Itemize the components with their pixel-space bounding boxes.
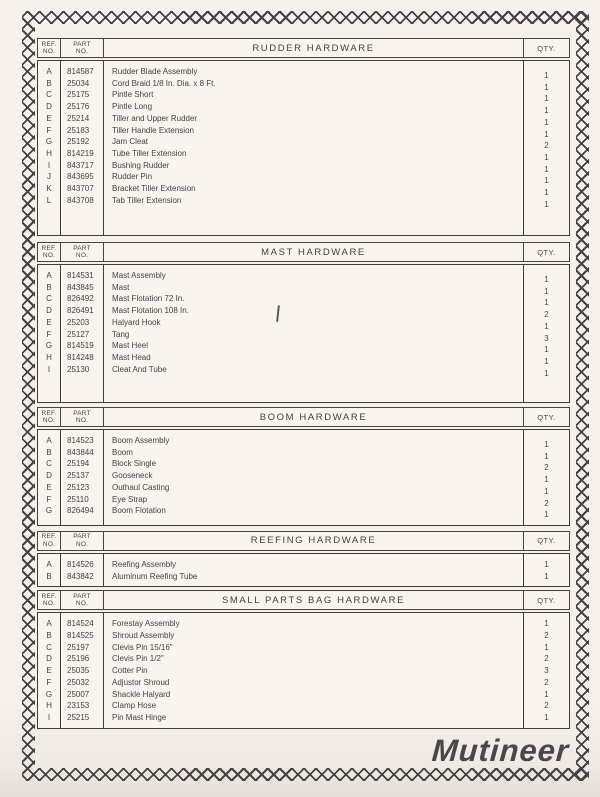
part-cell: 814219: [67, 148, 94, 158]
table-title: REEFING HARDWARE: [250, 535, 377, 547]
desc-cell: Block Single: [112, 459, 157, 469]
qty-cell: 1: [544, 176, 549, 186]
table-header: [37, 407, 570, 427]
page-border-bottom: [22, 768, 589, 781]
ref-cell: B: [46, 631, 52, 641]
desc-cell: Cleat And Tube: [112, 364, 167, 374]
table-header: [37, 242, 570, 262]
part-cell: 25176: [67, 102, 90, 112]
desc-cell: Tiller Handle Extension: [112, 125, 194, 135]
desc-cell: Pintle Long: [112, 102, 153, 112]
qty-cell: 1: [544, 451, 549, 461]
qty-cell: 1: [544, 82, 549, 92]
qty-column: [524, 61, 569, 235]
ref-cell: H: [46, 148, 52, 158]
ref-cell: I: [47, 160, 51, 170]
qty-cell: 1: [544, 188, 549, 198]
desc-cell: Mast Heel: [112, 341, 149, 351]
desc-cell: Mast Flotation 72 In.: [112, 294, 185, 304]
qty-cell: 1: [544, 689, 549, 699]
table-title-cell: [104, 39, 524, 57]
ref-cell: H: [46, 352, 52, 362]
part-cell: 25137: [67, 471, 90, 481]
qty-cell: 2: [544, 701, 549, 711]
desc-cell: Clevis Pin 15/16": [112, 642, 173, 652]
desc-column: [104, 61, 524, 235]
part-cell: 25196: [67, 654, 90, 664]
part-cell: 843717: [67, 160, 94, 170]
part-cell: 25032: [67, 677, 90, 687]
desc-cell: Pin Mast Hinge: [112, 712, 167, 722]
desc-cell: Clevis Pin 1/2": [112, 654, 164, 664]
page-border-top: [22, 11, 589, 24]
part-cell: 826491: [67, 306, 94, 316]
part-cell: 843708: [67, 195, 94, 205]
ref-cell: E: [46, 113, 52, 123]
table-body: [37, 264, 570, 403]
part-cell: 814587: [67, 67, 94, 76]
ref-no-header: REF. NO.: [38, 591, 61, 609]
part-cell: 826494: [67, 506, 94, 516]
qty-cell: 1: [544, 475, 549, 485]
qty-cell: 1: [544, 152, 549, 162]
table-title: MAST HARDWARE: [261, 246, 366, 258]
desc-cell: Cotter Pin: [112, 666, 148, 676]
ref-column: [38, 554, 61, 586]
part-no-header: PART NO.: [61, 408, 104, 426]
ref-cell: G: [45, 137, 53, 147]
qty-header: QTY.: [537, 536, 556, 546]
part-column: [61, 430, 104, 525]
qty-cell: 1: [544, 298, 549, 308]
page-border-right: [576, 11, 589, 781]
ref-cell: G: [45, 341, 53, 351]
ref-column: [38, 61, 61, 235]
table-title: RUDDER HARDWARE: [252, 42, 375, 54]
ref-no-header: REF. NO.: [38, 243, 61, 261]
ref-cell: D: [46, 654, 52, 664]
part-cell: 843845: [67, 282, 94, 292]
desc-cell: Mast: [112, 282, 130, 292]
hardware-table: [37, 38, 570, 236]
table-title-cell: [104, 591, 524, 609]
hardware-table: [37, 242, 570, 403]
desc-cell: Mast Assembly: [112, 271, 166, 280]
qty-header: QTY.: [537, 412, 556, 422]
ref-cell: B: [46, 571, 52, 581]
ref-cell: G: [45, 689, 53, 699]
desc-cell: Gooseneck: [112, 471, 153, 481]
part-cell: 25130: [67, 364, 90, 374]
ref-cell: I: [47, 364, 51, 374]
part-cell: 843844: [67, 447, 94, 457]
part-cell: 25034: [67, 78, 90, 88]
qty-cell: 2: [544, 463, 549, 473]
part-cell: 843695: [67, 172, 94, 182]
table-header: [37, 38, 570, 58]
part-cell: 814526: [67, 559, 94, 569]
desc-cell: Boom: [112, 447, 133, 457]
page-border-left: [22, 11, 35, 781]
part-column: [61, 613, 104, 727]
qty-header: QTY.: [537, 247, 556, 257]
qty-column: [524, 430, 569, 525]
desc-cell: Outhaul Casting: [112, 482, 170, 492]
desc-column: [104, 613, 524, 727]
ref-cell: A: [46, 271, 52, 280]
tables-container: [37, 24, 570, 729]
qty-cell: 1: [544, 71, 549, 80]
ref-cell: A: [46, 67, 52, 76]
ref-cell: K: [46, 184, 52, 194]
ref-column: [38, 613, 61, 727]
part-cell: 843842: [67, 571, 94, 581]
ref-cell: D: [46, 471, 52, 481]
desc-cell: Pintle Short: [112, 90, 154, 100]
desc-cell: Reefing Assembly: [112, 559, 177, 569]
qty-cell: 2: [544, 631, 549, 641]
qty-cell: 2: [544, 677, 549, 687]
desc-cell: Rudder Blade Assembly: [112, 67, 198, 76]
hardware-table: [37, 531, 570, 587]
ref-column: [38, 265, 61, 402]
qty-cell: 1: [544, 106, 549, 116]
qty-cell: 2: [544, 498, 549, 508]
qty-cell: 1: [544, 286, 549, 296]
desc-cell: Shroud Assembly: [112, 631, 175, 641]
qty-cell: 1: [544, 559, 549, 569]
part-cell: 25127: [67, 329, 90, 339]
desc-cell: Cord Braid 1/8 In. Dia. x 8 Ft.: [112, 78, 216, 88]
qty-cell: 1: [544, 356, 549, 366]
ref-cell: D: [46, 306, 52, 316]
ref-cell: E: [46, 317, 52, 327]
desc-cell: Aluminum Reefing Tube: [112, 571, 198, 581]
part-cell: 814248: [67, 352, 94, 362]
desc-cell: Tiller and Upper Rudder: [112, 113, 198, 123]
qty-cell: 1: [544, 345, 549, 355]
qty-cell: 1: [544, 129, 549, 139]
part-cell: 25215: [67, 712, 90, 722]
qty-cell: 3: [544, 666, 549, 676]
table-header: [37, 590, 570, 610]
ref-cell: C: [46, 642, 52, 652]
part-cell: 25203: [67, 317, 90, 327]
part-cell: 843707: [67, 184, 94, 194]
part-cell: 814525: [67, 631, 94, 641]
ref-no-header: REF. NO.: [38, 408, 61, 426]
desc-cell: Adjustor Shroud: [112, 677, 170, 687]
qty-cell: 1: [544, 164, 549, 174]
part-cell: 814519: [67, 341, 94, 351]
part-cell: 25197: [67, 642, 90, 652]
ref-cell: A: [46, 619, 52, 629]
desc-cell: Tab Tiller Extension: [112, 195, 182, 205]
part-column: [61, 554, 104, 586]
qty-cell: 3: [544, 333, 549, 343]
qty-cell: 1: [544, 440, 549, 449]
table-title-cell: [104, 243, 524, 261]
table-title: BOOM HARDWARE: [259, 411, 368, 423]
desc-column: [104, 265, 524, 402]
ref-cell: C: [46, 294, 52, 304]
ref-cell: C: [46, 459, 52, 469]
part-cell: 25035: [67, 666, 90, 676]
qty-cell: 1: [544, 199, 549, 209]
table-body: [37, 429, 570, 526]
desc-cell: Jam Cleat: [112, 137, 149, 147]
ref-cell: G: [45, 506, 53, 516]
table-title-cell: [104, 532, 524, 550]
qty-cell: 1: [544, 712, 549, 722]
ref-cell: B: [46, 447, 52, 457]
part-cell: 25110: [67, 494, 89, 504]
brand-logo: Mutineer: [430, 733, 571, 768]
part-cell: 25007: [67, 689, 90, 699]
qty-cell: 1: [544, 368, 549, 378]
desc-cell: Bushing Rudder: [112, 160, 170, 170]
ref-cell: J: [47, 172, 51, 182]
desc-cell: Eye Strap: [112, 494, 148, 504]
desc-cell: Shackle Halyard: [112, 689, 171, 699]
table-title: SMALL PARTS BAG HARDWARE: [221, 594, 406, 606]
qty-cell: 1: [544, 571, 549, 581]
table-body: [37, 612, 570, 728]
part-no-header: PART NO.: [61, 591, 104, 609]
ref-cell: F: [46, 125, 52, 135]
part-no-header: PART NO.: [61, 532, 104, 550]
qty-cell: 2: [544, 310, 549, 320]
ref-cell: A: [46, 436, 52, 445]
ref-cell: D: [46, 102, 52, 112]
desc-cell: Tube Tiller Extension: [112, 148, 187, 158]
qty-column: [524, 554, 569, 586]
qty-cell: 1: [544, 486, 549, 496]
part-cell: 25183: [67, 125, 90, 135]
qty-header: QTY.: [537, 43, 556, 53]
ref-cell: E: [46, 482, 52, 492]
part-no-header: PART NO.: [61, 39, 104, 57]
ref-no-header: REF. NO.: [38, 532, 61, 550]
desc-cell: Boom Flotation: [112, 506, 166, 516]
part-cell: 25175: [67, 90, 90, 100]
desc-cell: Bracket Tiller Extension: [112, 184, 196, 194]
part-cell: 814531: [67, 271, 94, 280]
ref-cell: C: [46, 90, 52, 100]
part-cell: 25214: [67, 113, 90, 123]
desc-cell: Mast Flotation 108 In.: [112, 306, 189, 316]
part-cell: 25123: [67, 482, 90, 492]
desc-cell: Mast Head: [112, 352, 151, 362]
table-title-cell: [104, 408, 524, 426]
desc-column: [104, 430, 524, 525]
qty-header: QTY.: [537, 595, 556, 605]
qty-cell: 1: [544, 94, 549, 104]
ref-cell: E: [46, 666, 52, 676]
table-body: [37, 60, 570, 236]
ref-cell: F: [46, 494, 52, 504]
hardware-table: [37, 407, 570, 526]
part-cell: 814524: [67, 619, 94, 629]
ref-no-header: REF. NO.: [38, 39, 61, 57]
ref-cell: F: [46, 329, 52, 339]
qty-cell: 1: [544, 275, 549, 284]
part-cell: 25192: [67, 137, 90, 147]
part-column: [61, 265, 104, 402]
desc-cell: Tang: [112, 329, 130, 339]
part-cell: 23153: [67, 701, 90, 711]
ref-cell: I: [47, 712, 51, 722]
part-no-header: PART NO.: [61, 243, 104, 261]
qty-cell: 1: [544, 321, 549, 331]
part-cell: 826492: [67, 294, 94, 304]
part-cell: 814523: [67, 436, 94, 445]
desc-cell: Boom Assembly: [112, 436, 170, 445]
desc-column: [104, 554, 524, 586]
hardware-table: [37, 590, 570, 728]
qty-cell: 2: [544, 141, 549, 151]
qty-cell: 1: [544, 619, 549, 629]
ref-cell: B: [46, 282, 52, 292]
desc-cell: Halyard Hook: [112, 317, 161, 327]
qty-column: [524, 613, 569, 727]
table-body: [37, 553, 570, 587]
desc-cell: Clamp Hose: [112, 701, 157, 711]
ref-cell: B: [46, 78, 52, 88]
qty-cell: 2: [544, 654, 549, 664]
ref-cell: H: [46, 701, 52, 711]
ref-cell: L: [46, 195, 52, 205]
desc-cell: Rudder Pin: [112, 172, 153, 182]
ref-column: [38, 430, 61, 525]
qty-cell: 1: [544, 510, 549, 520]
table-header: [37, 531, 570, 551]
qty-column: [524, 265, 569, 402]
ref-cell: A: [46, 559, 52, 569]
ref-cell: F: [46, 677, 52, 687]
part-cell: 25194: [67, 459, 90, 469]
qty-cell: 1: [544, 642, 549, 652]
qty-cell: 1: [544, 117, 549, 127]
part-column: [61, 61, 104, 235]
desc-cell: Forestay Assembly: [112, 619, 180, 629]
